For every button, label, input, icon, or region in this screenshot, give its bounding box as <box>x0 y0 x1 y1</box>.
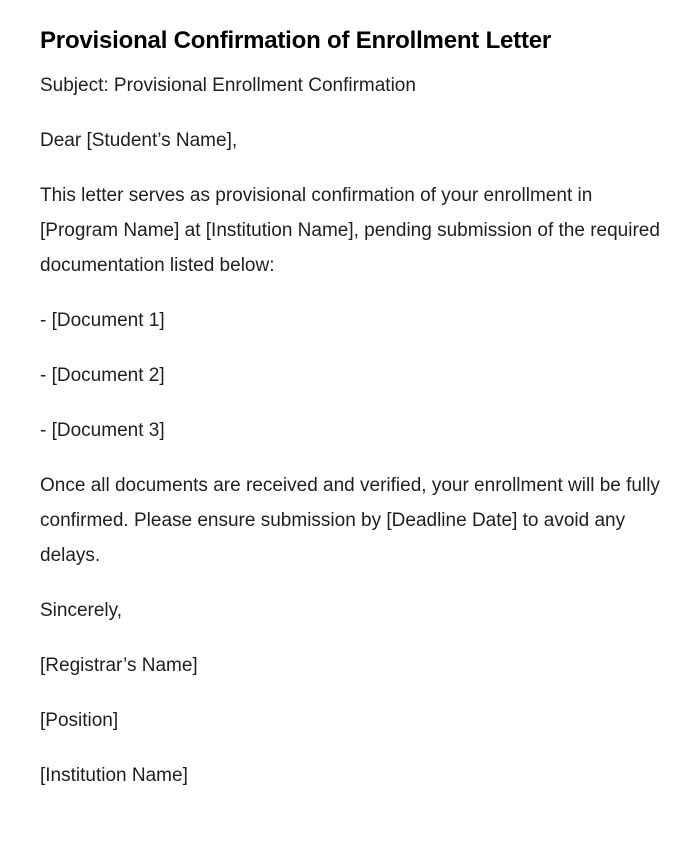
document-list-item: - [Document 3] <box>40 420 165 441</box>
institution-name: [Institution Name] <box>40 765 188 786</box>
registrar-position: [Position] <box>40 710 119 731</box>
letter-sign-off: Sincerely, <box>40 600 123 621</box>
letter-closing-paragraph: Once all documents are received and verified, your enrollment will be fully confirmed. Please ensure submission by [Deadline Date] to avoid any delays. <box>40 475 660 566</box>
document-list-item: - [Document 2] <box>40 365 165 386</box>
letter-title: Provisional Confirmation of Enrollment Letter <box>40 27 552 54</box>
letter-subject: Subject: Provisional Enrollment Confirmation <box>40 75 416 96</box>
document-list-item: - [Document 1] <box>40 310 165 331</box>
letter-intro-paragraph: This letter serves as provisional confirmation of your enrollment in [Program Name] at [Institution Name], pending submission of the required documentation listed below: <box>40 185 660 276</box>
registrar-name: [Registrar’s Name] <box>40 655 198 676</box>
letter-salutation: Dear [Student’s Name], <box>40 130 238 151</box>
